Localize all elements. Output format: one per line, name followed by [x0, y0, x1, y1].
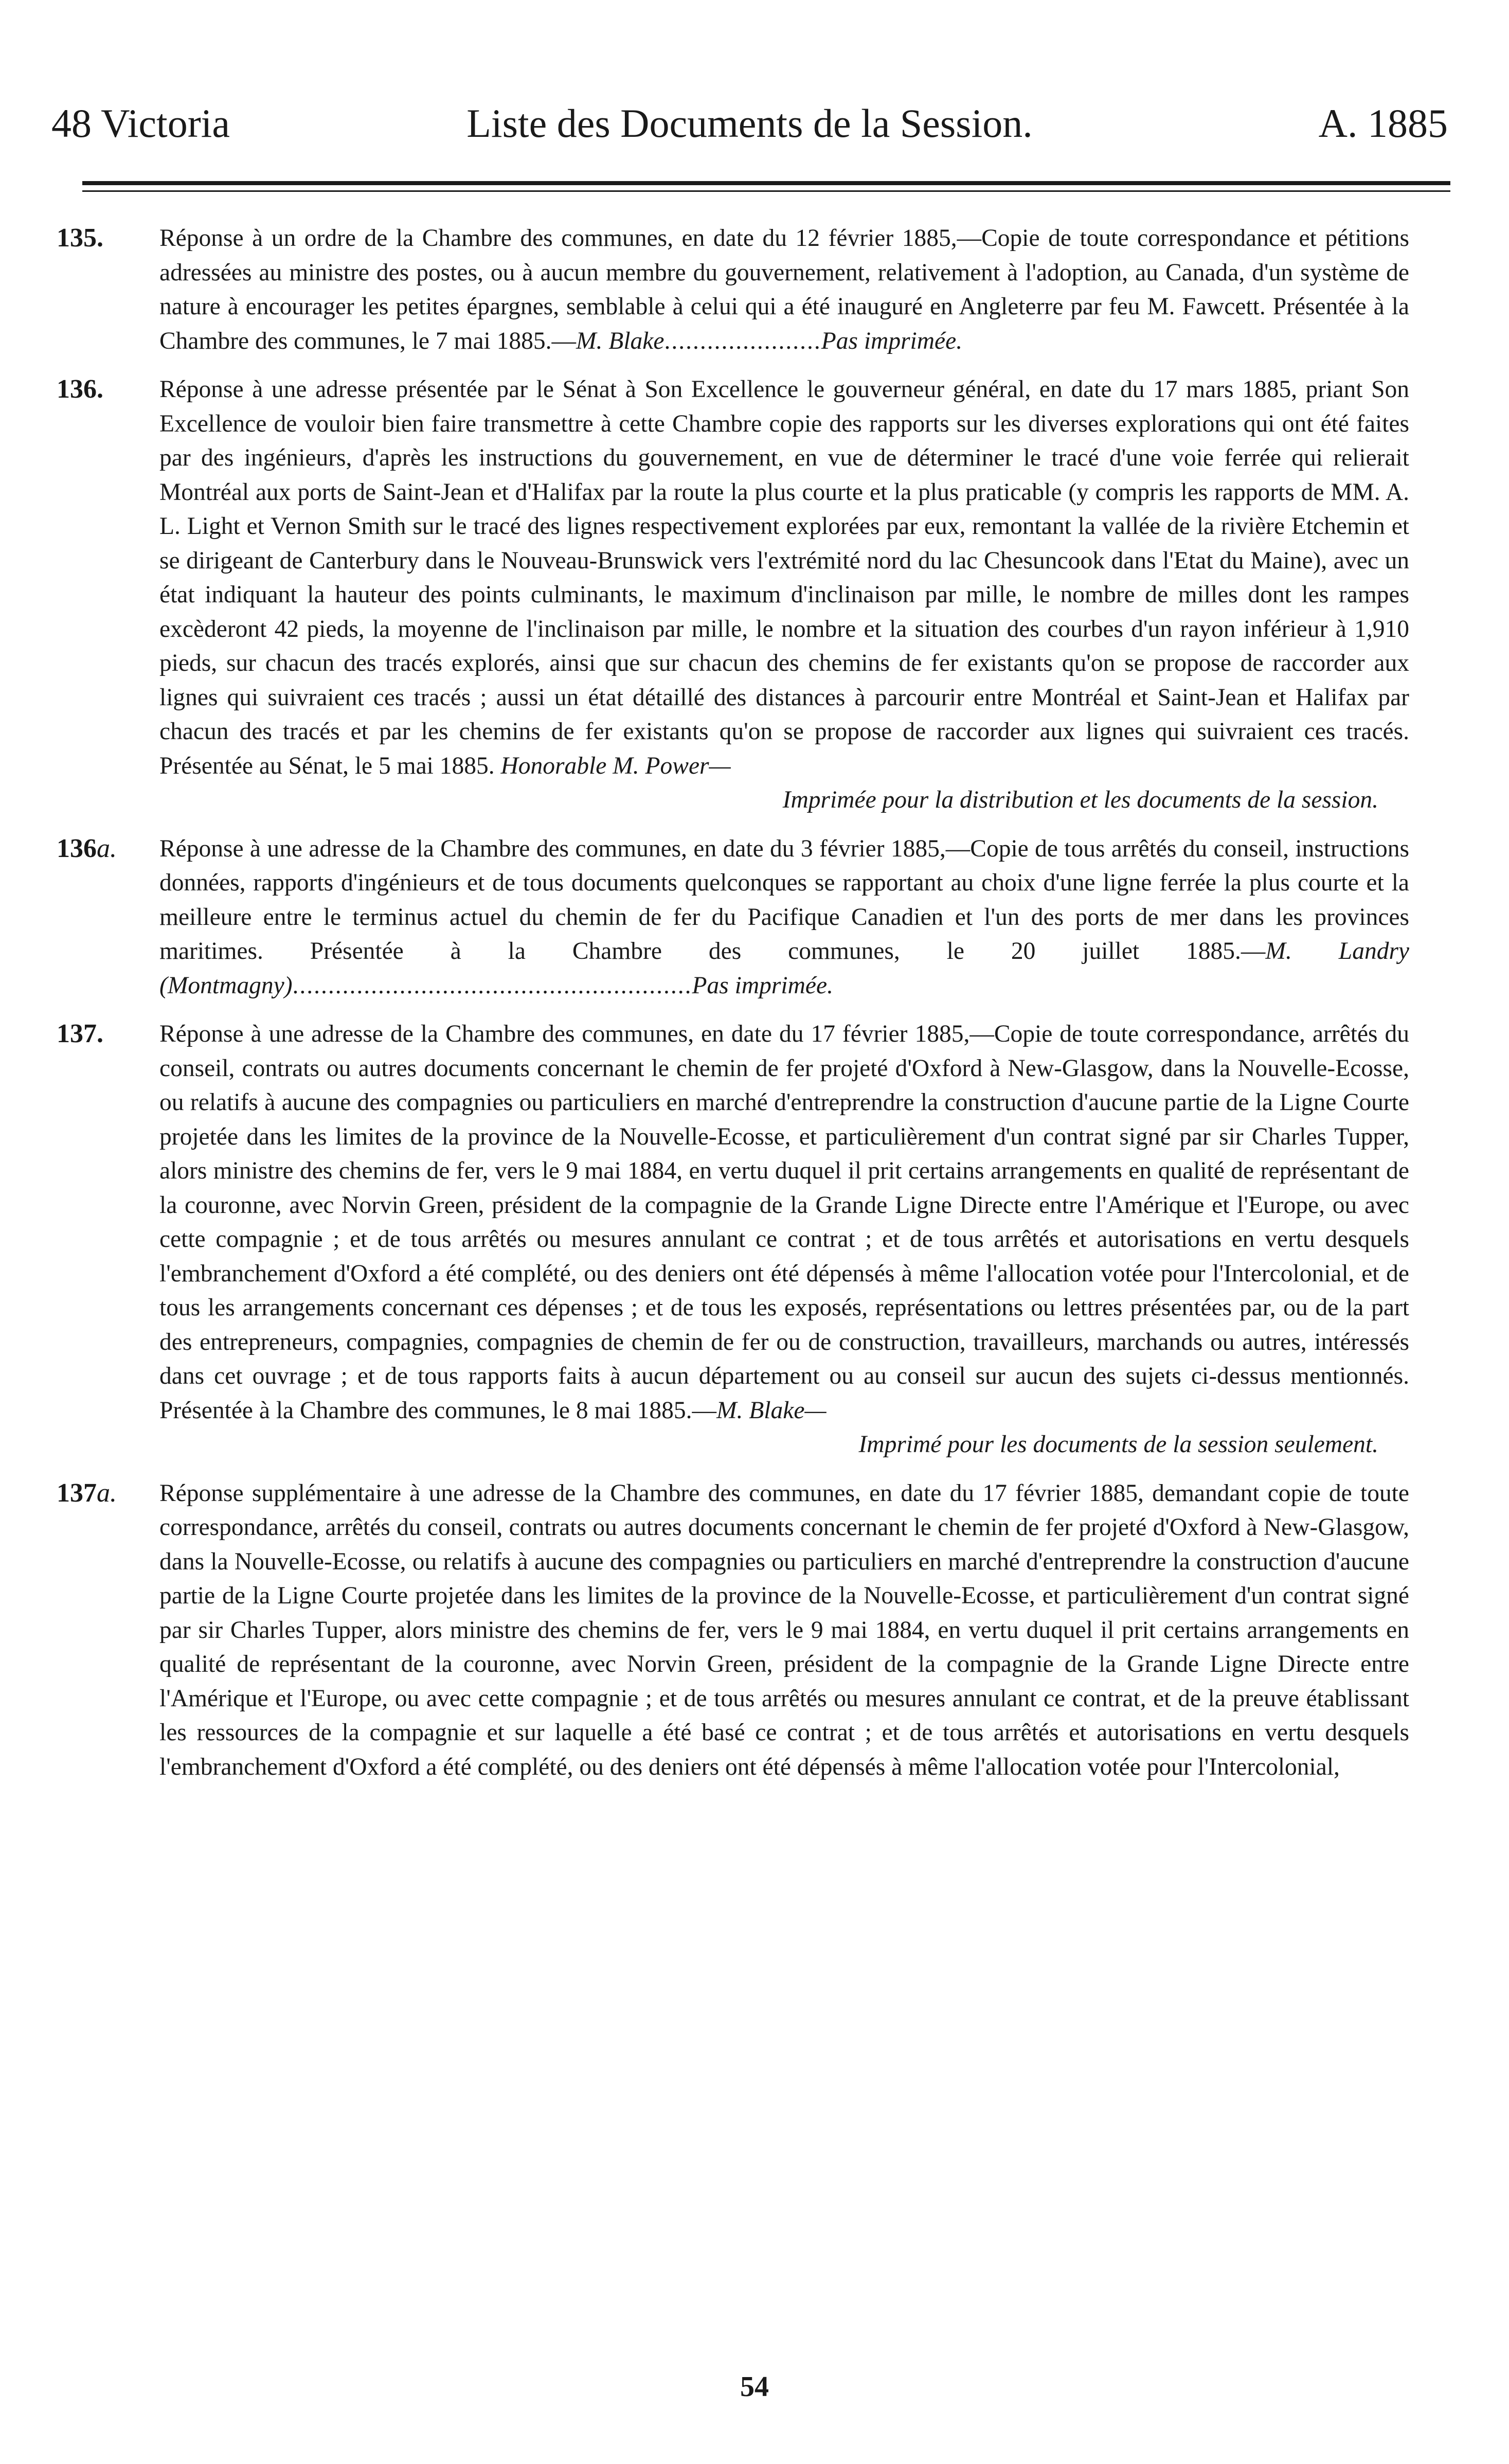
document-entry [57, 1476, 1409, 1784]
document-list [57, 221, 1409, 1798]
entry-mover: M. Blake [576, 327, 664, 354]
entry-number: 136a. [57, 833, 117, 863]
entry-presented: Présentée à la Chambre des communes, le 20 juillet 1885.— [310, 938, 1266, 965]
header-regnal-year: 48 Victoria [51, 101, 230, 146]
entry-status: Pas imprimée. [692, 972, 833, 999]
entry-description: Réponse supplémentaire à une adresse de la Chambre des communes, en date du 17 février 1885, demandant copie de toute correspondance, arrêtés du conseil, contrats ou autres documents concernant le chemin de fer projeté d'Oxford à New-Glasgow, dans la Nouvelle-Ecosse, ou relatifs à aucune des compagnies ou particuliers en marché d'entreprendre la construction d'aucune partie de la Ligne Courte projetée dans les limites de la province de la Nouvelle-Ecosse, et particulièrement d'un contrat signé par sir Charles Tupper, alors ministre des chemins de fer, vers le 9 mai 1884, en vertu duquel il prit certains arrangements en qualité de représentant de la couronne, avec Norvin Green, président de la compagnie de la Grande Ligne Directe entre l'Amérique et l'Europe, ou avec cette compagnie ; et de tous arrêtés ou mesures annulant ce contrat, et de la preuve établissant les ressources de la compagnie et sur laquelle a été basé ce contrat ; et de tous arrêtés et autorisations en vertu desquels l'embranchement d'Oxford a été complété, ou des deniers ont été dépensés à même l'allocation votée pour l'Intercolonial, [159, 1479, 1409, 1780]
document-entry [57, 372, 1409, 817]
document-entry [57, 832, 1409, 1003]
running-header [51, 93, 1448, 154]
entry-status: Imprimé pour les documents de la session seulement. [858, 1431, 1378, 1458]
header-rule-thin [82, 190, 1450, 192]
entry-number: 136. [57, 374, 103, 404]
entry-description: Réponse à un ordre de la Chambre des communes, en date du 12 février 1885,—Copie de toute correspondance et pétitions adressées au ministre des postes, ou à aucun membre du gouvernement, relativement à l'adoption, au Canada, d'un système de nature à encourager les petites épargnes, semblable à celui qui a été inauguré en Angleterre par feu M. Fawcett. [159, 225, 1409, 320]
header-title: Liste des Documents de la Session. [466, 101, 1033, 146]
entry-number: 137a. [57, 1478, 117, 1508]
entry-number: 137. [57, 1019, 103, 1048]
document-entry [57, 1017, 1409, 1462]
entry-leader-dots: ...................... [664, 327, 821, 354]
entry-mover: M. Blake— [716, 1397, 827, 1424]
entry-presented: Présentée à la Chambre des communes, le 8 mai 1885.— [159, 1397, 716, 1424]
header-year: A. 1885 [1318, 101, 1448, 146]
entry-presented: Présentée à la Chambre des communes, le 7 mai 1885.— [159, 293, 1409, 354]
page-number: 54 [740, 2371, 769, 2403]
entry-number: 135. [57, 223, 103, 253]
entry-mover: Honorable M. Power— [500, 752, 731, 779]
entry-description: Réponse à une adresse de la Chambre des communes, en date du 3 février 1885,—Copie de tous arrêtés du conseil, instructions données, rapports d'ingénieurs et de tous documents quelconques se rapportant au choix d'une ligne ferrée la plus courte et la meilleure entre le terminus actuel du chemin de fer du Pacifique Canadien et l'un des ports de mer dans les provinces maritimes. [159, 835, 1409, 965]
entry-status: Pas imprimée. [821, 327, 963, 354]
entry-description: Réponse à une adresse présentée par le Sénat à Son Excellence le gouverneur général, en date du 17 mars 1885, priant Son Excellence de vouloir bien faire transmettre à cette Chambre copie des rapports sur les diverses explorations qui ont été faites par des ingénieurs, d'après les instructions du gouvernement, en vue de déterminer le tracé d'une voie ferrée qui relierait Montréal aux ports de Saint-Jean et d'Halifax par la route la plus courte et la plus praticable (y compris les rapports de MM. A. L. Light et Vernon Smith sur le tracé des lignes respectivement explorées par eux, remontant la vallée de la rivière Etchemin et se dirigeant de Canterbury dans le Nouveau-Brunswick vers l'extrémité nord du lac Chesuncook dans l'Etat du Maine), avec un état indiquant la hauteur des points culminants, le maximum d'inclinaison par mille, le nombre de milles dont les rampes excèderont 42 pieds, la moyenne de l'inclinaison par mille, le nombre et la situation des courbes d'un rayon inférieur à 1,910 pieds, sur chacun des tracés explorés, ainsi que sur chacun des chemins de fer existants qu'on se propose de raccorder aux lignes qui suivraient ces tracés ; aussi un état détaillé des distances à parcourir entre Montréal et Saint-Jean et Halifax par chacun des tracés et par les chemins de fer existants qu'on se propose de raccorder aux lignes qui suivraient ces tracés. [159, 376, 1409, 745]
header-rule-thick [82, 181, 1450, 185]
document-entry [57, 221, 1409, 358]
entry-presented: Présentée au Sénat, le 5 mai 1885. [159, 752, 495, 779]
entry-mover: M. Landry (Montmagny) [159, 938, 1410, 999]
entry-status: Imprimée pour la distribution et les documents de la session. [782, 787, 1378, 813]
entry-leader-dots: ........................................................ [292, 972, 692, 999]
entry-description: Réponse à une adresse de la Chambre des communes, en date du 17 février 1885,—Copie de toute correspondance, arrêtés du conseil, contrats ou autres documents concernant le chemin de fer projeté d'Oxford à New-Glasgow, dans la Nouvelle-Ecosse, ou relatifs à aucune des compagnies ou particuliers en marché d'entreprendre la construction d'aucune partie de la Ligne Courte projetée dans les limites de la province de la Nouvelle-Ecosse, et particulièrement d'un contrat signé par sir Charles Tupper, alors ministre des chemins de fer, vers le 9 mai 1884, en vertu duquel il prit certains arrangements en qualité de représentant de la couronne, avec Norvin Green, président de la compagnie de la Grande Ligne Directe entre l'Amérique et l'Europe, ou avec cette compagnie ; et de tous arrêtés ou mesures annulant ce contrat ; et de tous arrêtés et autorisations en vertu desquels l'embranchement d'Oxford a été complété, ou des deniers ont été dépensés à même l'allocation votée pour l'Intercolonial, et de tous les arrangements concernant ces dépenses ; et de tous les exposés, représentations ou lettres présentées par, ou de la part des entrepreneurs, compagnies, compagnies de chemin de fer ou de construction, travailleurs, marchands ou autres, intéressés dans cet ouvrage ; et de tous rapports faits à aucun département ou au conseil sur aucun des sujets ci-dessus mentionnés. [159, 1021, 1409, 1389]
